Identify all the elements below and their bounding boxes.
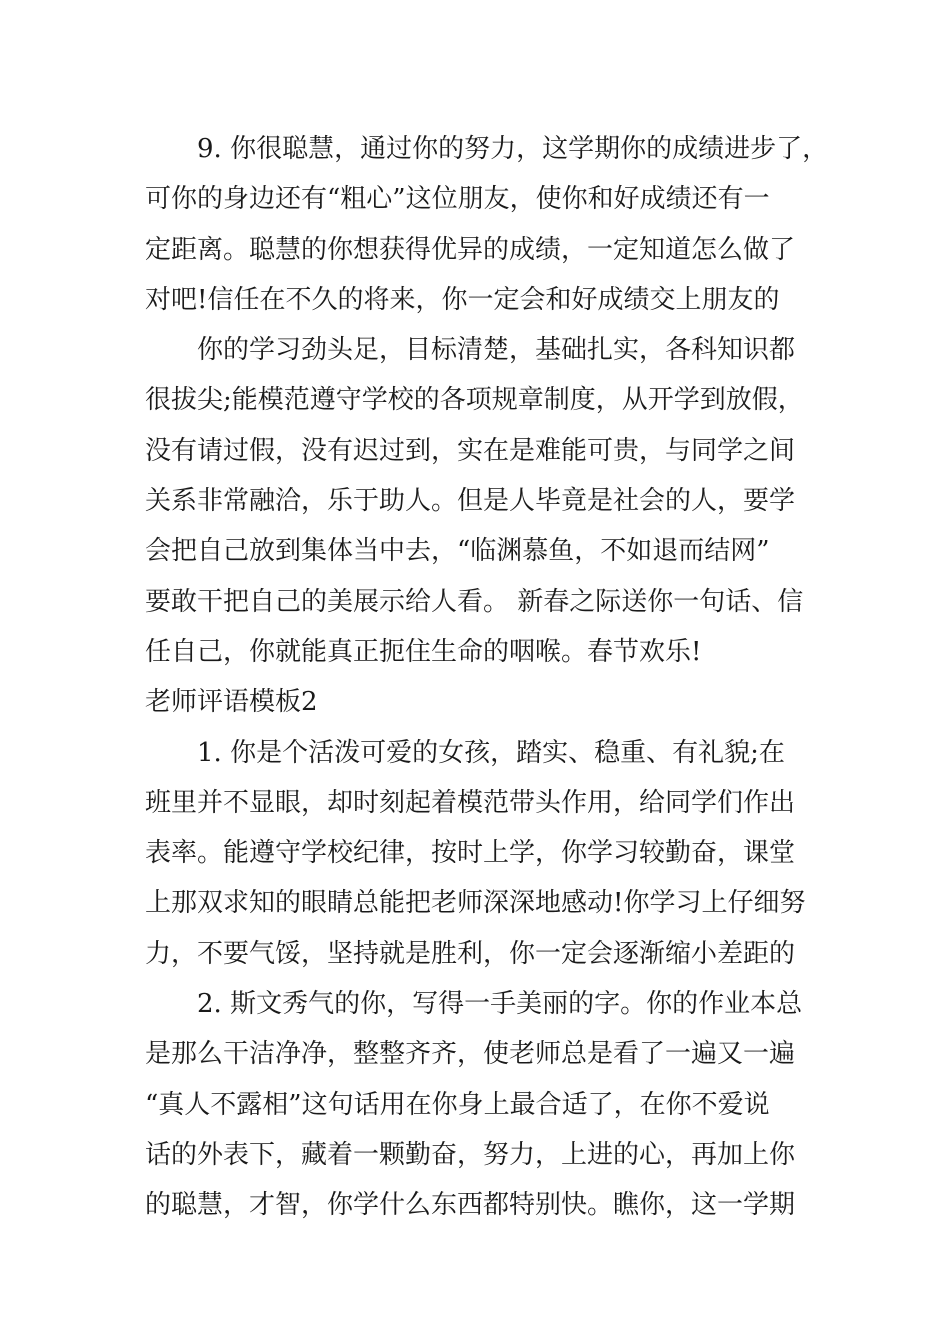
paragraph-line: 可你的身边还有“粗心”这位朋友，使你和好成绩还有一 (145, 184, 770, 215)
paragraph-line: 任自己，你就能真正扼住生命的咽喉。春节欢乐! (145, 636, 702, 667)
paragraph-line: 1. 你是个活泼可爱的女孩，踏实、稳重、有礼貌;在 (197, 737, 785, 768)
paragraph-line: 2. 斯文秀气的你，写得一手美丽的字。你的作业本总 (197, 989, 803, 1020)
paragraph-line: 你的学习劲头足，目标清楚，基础扎实，各科知识都 (197, 335, 796, 366)
paragraph-line: 定距离。聪慧的你想获得优异的成绩，一定知道怎么做了 (145, 234, 796, 265)
paragraph-line: 关系非常融洽，乐于助人。但是人毕竟是社会的人，要学 (145, 486, 796, 517)
section-heading: 老师评语模板2 (145, 687, 318, 718)
paragraph-line: 力，不要气馁，坚持就是胜利，你一定会逐渐缩小差距的 (145, 938, 796, 969)
paragraph-line: 表率。能遵守学校纪律，按时上学，你学习较勤奋，课堂 (145, 838, 796, 869)
paragraph-line: 会把自己放到集体当中去，“临渊慕鱼，不如退而结网” (145, 536, 770, 567)
paragraph-line: 班里并不显眼，却时刻起着模范带头作用，给同学们作出 (145, 787, 796, 818)
document-body (145, 129, 829, 1236)
paragraph-line: 的聪慧，才智，你学什么东西都特别快。瞧你，这一学期 (145, 1190, 796, 1221)
paragraph-line: “真人不露相”这句话用在你身上最合适了，在你不爱说 (145, 1089, 770, 1120)
paragraph-line: 对吧!信任在不久的将来，你一定会和好成绩交上朋友的 (145, 284, 780, 315)
paragraph-line: 很拔尖;能模范遵守学校的各项规章制度，从开学到放假， (145, 385, 804, 416)
paragraph-line: 要敢干把自己的美展示给人看。 新春之际送你一句话、信 (145, 586, 804, 617)
paragraph-line: 上那双求知的眼睛总能把老师深深地感动!你学习上仔细努 (145, 888, 806, 919)
paragraph-line: 9. 你很聪慧，通过你的努力，这学期你的成绩进步了， (197, 134, 829, 164)
paragraph-line: 话的外表下，藏着一颗勤奋，努力，上进的心，再加上你 (145, 1139, 796, 1170)
paragraph-line: 没有请过假，没有迟过到，实在是难能可贵，与同学之间 (145, 435, 796, 466)
paragraph-line: 是那么干洁净净，整整齐齐，使老师总是看了一遍又一遍 (145, 1039, 796, 1070)
